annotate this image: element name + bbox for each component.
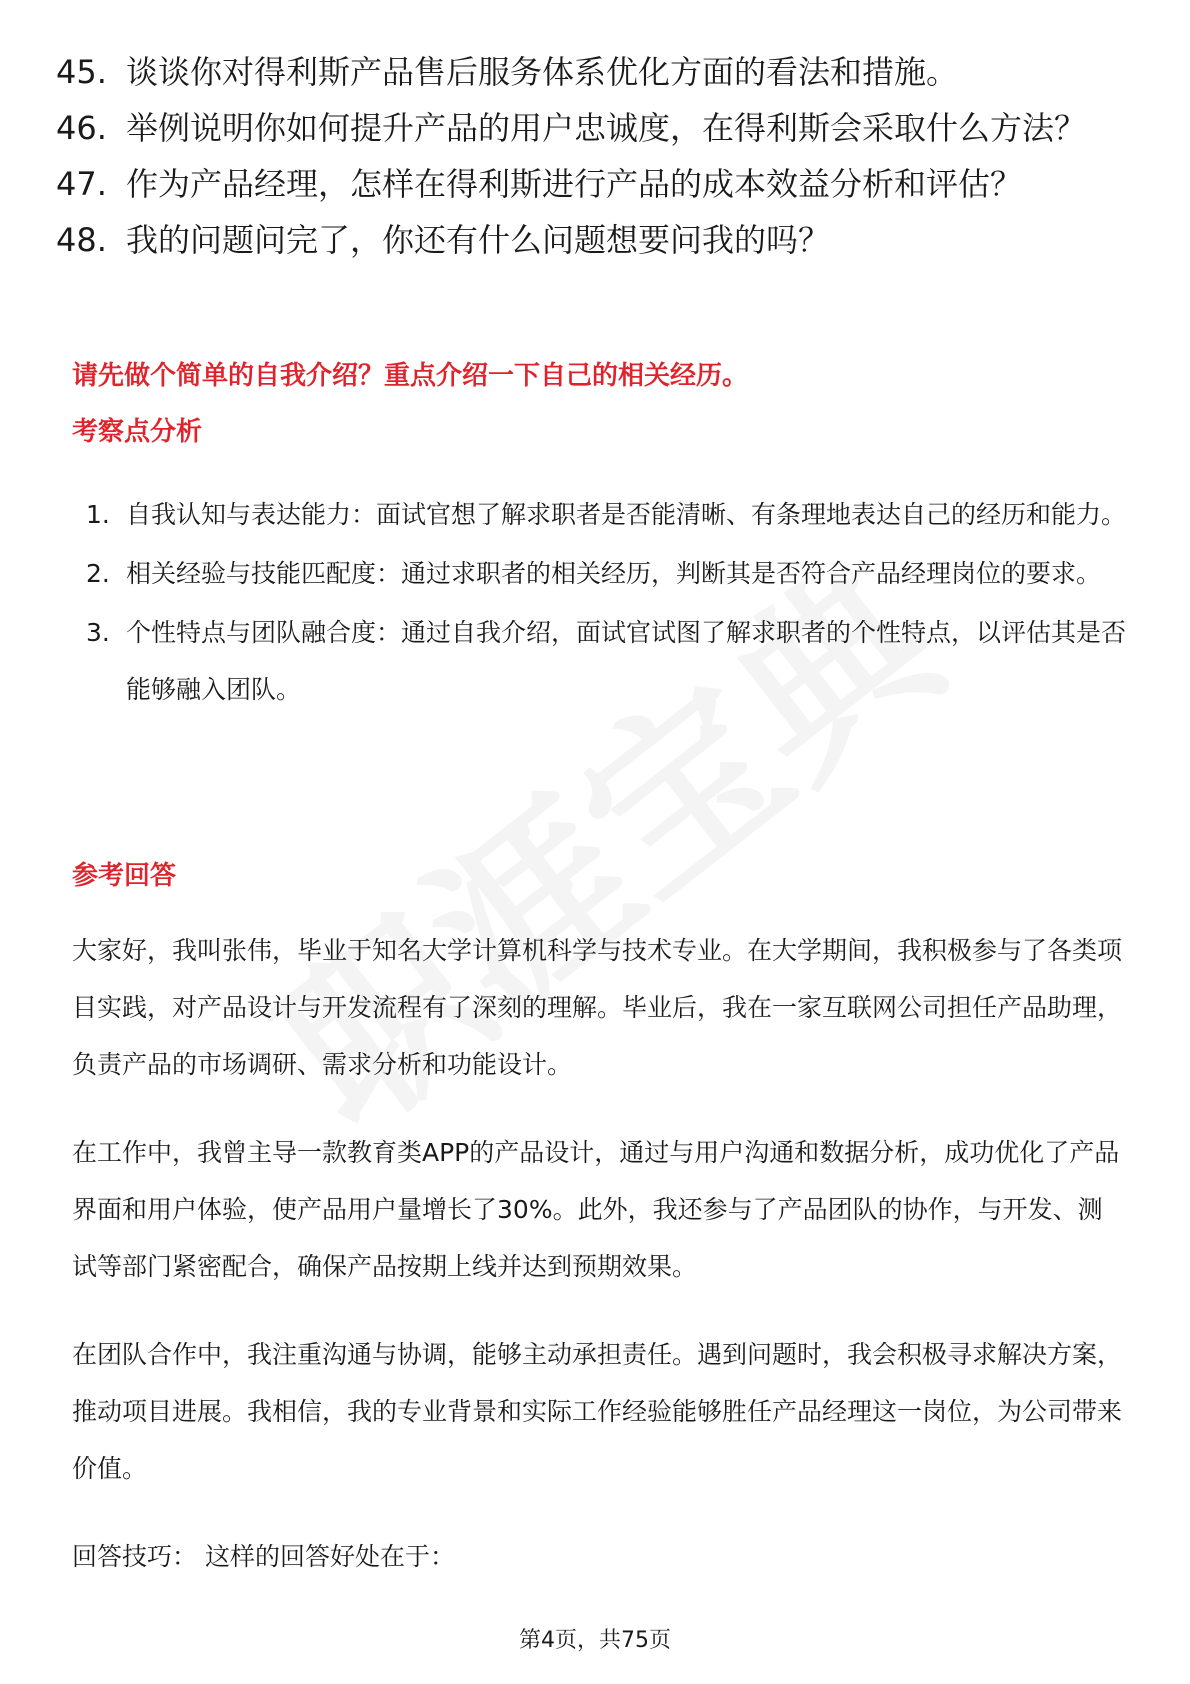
answer-paragraph: 在团队合作中，我注重沟通与协调，能够主动承担责任。遇到问题时，我会积极寻求解决方案，推动项目进展。我相信，我的专业背景和实际工作经验能够胜任产品经理这一岗位，为公司带来价值。 xyxy=(72,1340,1123,1483)
analysis-item xyxy=(86,545,1126,602)
question-number: 47. xyxy=(56,165,107,203)
answer-paragraph: 大家好，我叫张伟，毕业于知名大学计算机科学与技术专业。在大学期间，我积极参与了各类项目实践，对产品设计与开发流程有了深刻的理解。毕业后，我在一家互联网公司担任产品助理，负责产品的市场调研、需求分析和功能设计。 xyxy=(72,936,1123,1079)
question-number: 46. xyxy=(56,109,107,147)
question-number: 48. xyxy=(56,221,107,259)
analysis-number: 2. xyxy=(86,559,110,588)
answer-paragraph: 在工作中，我曾主导一款教育类APP的产品设计，通过与用户沟通和数据分析，成功优化了产品界面和用户体验，使产品用户量增长了30%。此外，我还参与了产品团队的协作，与开发、测试等部门紧密配合，确保产品按期上线并达到预期效果。 xyxy=(72,1138,1120,1281)
question-text: 我的问题问完了，你还有什么问题想要问我的吗？ xyxy=(126,221,831,259)
analysis-number: 3. xyxy=(86,618,110,647)
question-number: 45. xyxy=(56,53,107,91)
analysis-text: 自我认知与表达能力：面试官想了解求职者是否能清晰、有条理地表达自己的经历和能力。 xyxy=(126,500,1127,529)
question-item xyxy=(56,216,1146,264)
question-text: 作为产品经理，怎样在得利斯进行产品的成本效益分析和评估？ xyxy=(126,165,1023,203)
question-item xyxy=(56,160,1146,208)
question-text: 谈谈你对得利斯产品售后服务体系优化方面的看法和措施。 xyxy=(126,53,959,91)
question-list xyxy=(56,48,1146,272)
analysis-number: 1. xyxy=(86,500,110,529)
question-item xyxy=(56,104,1146,152)
question-item xyxy=(56,48,1146,96)
question-text: 举例说明你如何提升产品的用户忠诚度，在得利斯会采取什么方法？ xyxy=(126,109,1087,147)
analysis-text: 相关经验与技能匹配度：通过求职者的相关经历，判断其是否符合产品经理岗位的要求。 xyxy=(126,559,1102,588)
analysis-heading: 考察点分析 xyxy=(72,417,203,447)
answer-heading: 参考回答 xyxy=(72,861,177,891)
analysis-item xyxy=(86,604,1126,718)
analysis-list xyxy=(86,486,1126,720)
page-footer: 第4页，共75页 xyxy=(519,1628,671,1653)
answer-tips-line: 回答技巧： 这样的回答好处在于： xyxy=(72,1542,455,1571)
analysis-text: 个性特点与团队融合度：通过自我介绍，面试官试图了解求职者的个性特点，以评估其是否能够融入团队。 xyxy=(126,618,1127,704)
analysis-item xyxy=(86,486,1126,543)
main-question-heading: 请先做个简单的自我介绍？重点介绍一下自己的相关经历。 xyxy=(72,361,749,391)
